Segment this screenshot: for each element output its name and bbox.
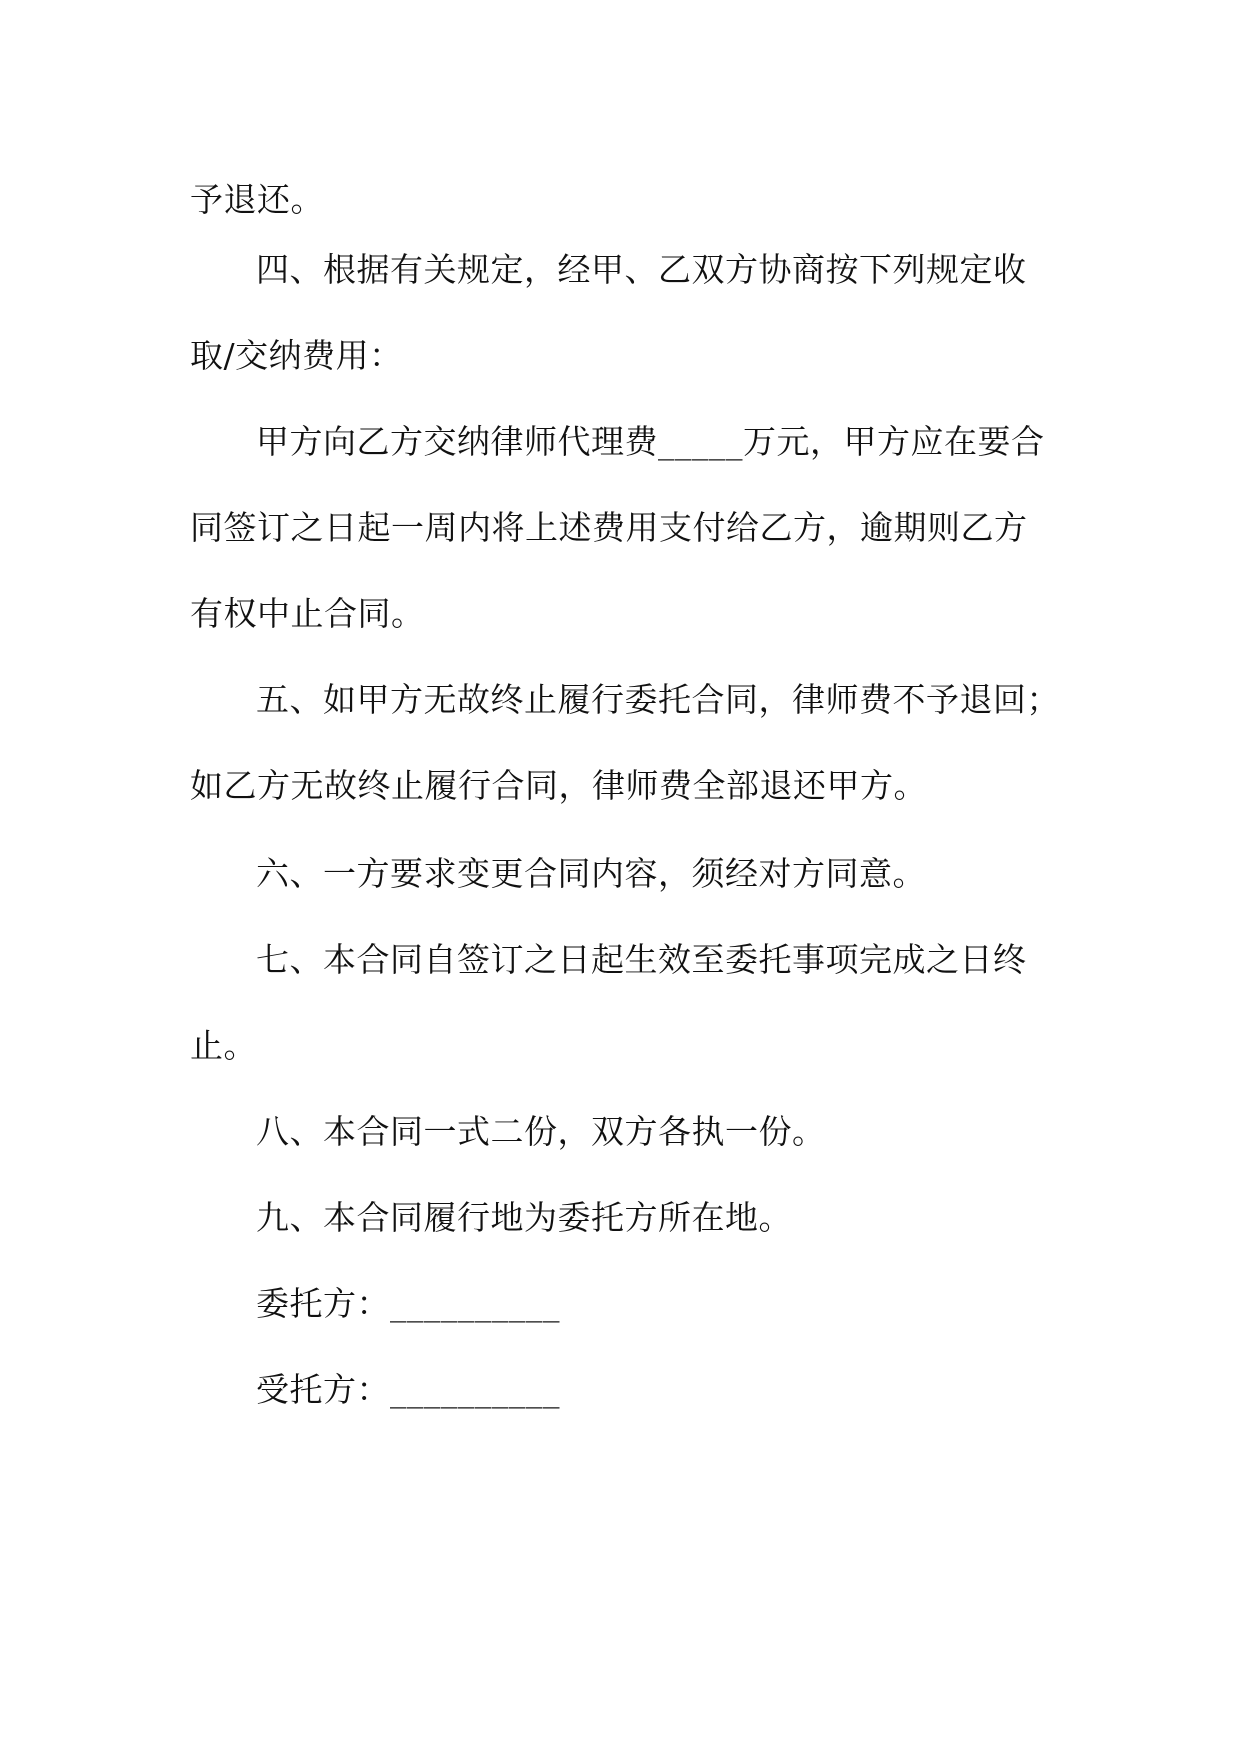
clause-7-line-1: 七、本合同自签订之日起生效至委托事项完成之日终 (256, 940, 1027, 979)
clause-5-line-2: 如乙方无故终止履行合同，律师费全部退还甲方。 (190, 766, 927, 805)
clause-4-line-1: 四、根据有关规定，经甲、乙双方协商按下列规定收 (256, 250, 1027, 289)
clause-6: 六、一方要求变更合同内容，须经对方同意。 (256, 854, 926, 893)
fee-paragraph-line-1: 甲方向乙方交纳律师代理费_____万元，甲方应在要合 (256, 422, 1045, 461)
clause-4-line-2: 取/交纳费用： (190, 336, 403, 375)
clause-5-line-1: 五、如甲方无故终止履行委托合同，律师费不予退回； (256, 680, 1060, 719)
clause-7-line-2: 止。 (190, 1026, 257, 1065)
clause-9: 九、本合同履行地为委托方所在地。 (256, 1198, 792, 1237)
fee-paragraph-line-2: 同签订之日起一周内将上述费用支付给乙方，逾期则乙方 (190, 508, 1028, 547)
fee-paragraph-line-3: 有权中止合同。 (190, 594, 425, 633)
principal-signature-line: 委托方：__________ (256, 1284, 560, 1323)
clause-8: 八、本合同一式二份，双方各执一份。 (256, 1112, 826, 1151)
agent-signature-line: 受托方：__________ (256, 1370, 560, 1409)
paragraph-3-end: 予退还。 (190, 180, 324, 219)
